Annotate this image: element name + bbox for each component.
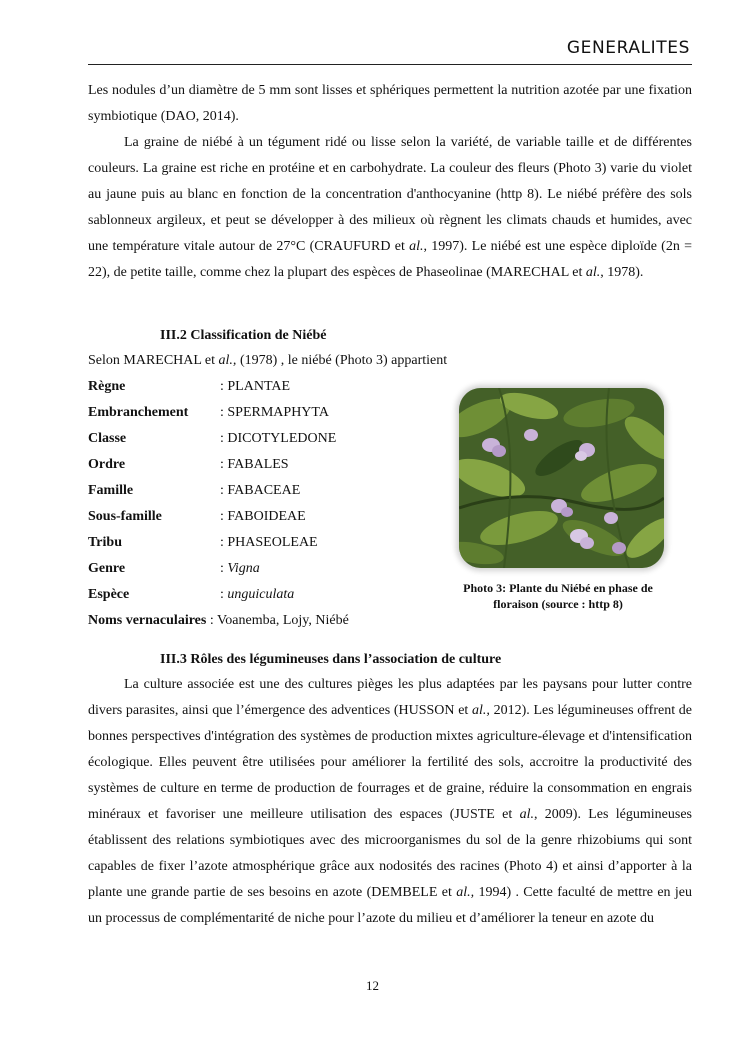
taxonomy-value: : FABALES <box>220 457 289 472</box>
intro-text-2c: , 1978). <box>600 265 644 280</box>
intro-paragraph-1 <box>88 78 692 130</box>
taxonomy-label: Sous-famille <box>88 509 162 524</box>
et-al-italic: al. <box>409 239 424 254</box>
taxonomy-inline <box>88 613 349 628</box>
et-al-italic: al. <box>519 807 534 822</box>
taxonomy-row-regne <box>88 376 428 398</box>
intro-text-1: Les nodules d’un diamètre de 5 mm sont lisses et sphériques permettent la nutrition azotée par une fixation symbiotique (DAO, 2014). <box>88 83 692 124</box>
intro-paragraph-2 <box>88 130 692 286</box>
taxonomy-row-espece <box>88 584 428 606</box>
taxonomy-value: : DICOTYLEDONE <box>220 431 337 446</box>
taxonomy-value: : FABACEAE <box>220 483 301 498</box>
classification-intro-b: (1978) , le niébé (Photo 3) appartient <box>236 353 448 368</box>
taxonomy-row-sous-famille <box>88 506 428 528</box>
taxonomy-label: Famille <box>88 483 134 498</box>
photo-caption: Photo 3: Plante du Niébé en phase de floraison (source : http 8) <box>463 581 653 611</box>
roles-text-a: La culture associée est une des cultures pièges les plus adaptées par les paysans pour lutter contre divers parasites, ainsi que l’émergence des adventices (HUSSON et <box>88 677 692 718</box>
classification-intro <box>88 351 447 371</box>
page-header <box>88 38 692 65</box>
et-al-italic: al., <box>218 353 237 368</box>
section-heading-classification: III.2 Classification de Niébé <box>160 328 327 343</box>
taxonomy-row-classe <box>88 428 428 450</box>
taxonomy-label: Espèce <box>88 587 130 602</box>
taxonomy-row-famille <box>88 480 428 502</box>
roles-paragraph <box>88 672 692 932</box>
taxonomy-value-italic: unguiculata <box>227 587 295 602</box>
classification-intro-a: Selon MARECHAL et <box>88 353 219 368</box>
taxonomy-label: Tribu <box>88 535 122 550</box>
taxonomy-value: : PHASEOLEAE <box>220 535 318 550</box>
section-heading-roles: III.3 Rôles des légumineuses dans l’association de culture <box>160 652 502 667</box>
et-al-italic: al., <box>456 885 475 900</box>
taxonomy-row-noms-vernaculaires <box>88 610 428 632</box>
taxonomy-value: : Voanemba, Lojy, Niébé <box>206 613 349 628</box>
taxonomy-value <box>220 584 294 606</box>
taxonomy-label: Genre <box>88 561 126 576</box>
taxonomy-value: : FABOIDEAE <box>220 509 306 524</box>
taxonomy-value-italic: Vigna <box>227 561 260 576</box>
taxonomy-label: Embranchement <box>88 405 189 420</box>
taxonomy-row-ordre <box>88 454 428 476</box>
cowpea-plant-illustration <box>459 388 664 568</box>
taxonomy-row-embranchement <box>88 402 428 424</box>
cowpea-flowering-photo <box>459 388 664 568</box>
taxonomy-row-genre <box>88 558 428 580</box>
taxonomy-label: Règne <box>88 379 126 394</box>
et-al-italic: al., <box>472 703 490 718</box>
intro-text-2b: , 1997). Le niébé est une espèce diploïde (2n = 22), de petite taille, comme chez la plupart des espèces de Phaseolinae (MARECHAL et <box>88 239 692 280</box>
intro-text-2a: La graine de niébé à un tégument ridé ou lisse selon la variété, de variable taille et de différentes couleurs. La graine est riche en protéine et en carbohydrate. La couleur des fleurs (Photo 3) varie du violet au jaune puis au blanc en fonction de la concentration d'anthocyanine (http 8). Le niébé préfère des sols sablonneux argileux, et peut se développer à des milieux où règnent les climats chauds et humides, avec une température vitale autour de 27°C (CRAUFURD et <box>88 135 692 254</box>
roles-text-d: 1994) . Cette faculté de mettre en jeu un processus de complémentarité de niche pour l’azote du milieu et d’améliorer la teneur en azote du <box>88 885 692 926</box>
taxonomy-row-tribu <box>88 532 428 554</box>
taxonomy-value-prefix: : <box>220 561 228 576</box>
taxonomy-label: Noms vernaculaires <box>88 613 207 628</box>
roles-text-c: , 2009). Les légumineuses établissent des relations symbiotiques avec des microorganismes du sol de la genre rhizobiums qui sont capables de fixer l’azote atmosphérique grâce aux nodosités des racines (Photo 4) et ainsi d’apporter à la plante une grande partie de ses besoins en azote (DEMBELE et <box>88 807 692 900</box>
et-al-italic: al. <box>585 265 601 280</box>
taxonomy-value-prefix: : <box>220 587 228 602</box>
taxonomy-value: : PLANTAE <box>220 379 291 394</box>
taxonomy-value <box>220 558 260 580</box>
taxonomy-label: Ordre <box>88 457 126 472</box>
roles-text-b: 2012). Les légumineuses offrent de bonnes perspectives d'intégration des systèmes de production mixtes agriculture-élevage et d'intensification écologique. Elles peuvent être utilisées pour améliorer la fertilité des sols, accroitre la productivité des systèmes de culture en terme de production de fourrages et de graine, réduire la consommation en engrais minéraux et favoriser une meilleure utilisation des espaces (JUSTE et <box>88 703 692 822</box>
page-number: 12 <box>366 978 379 993</box>
header-title: GENERALITES <box>566 38 690 58</box>
taxonomy-value: : SPERMAPHYTA <box>220 405 329 420</box>
taxonomy-label: Classe <box>88 431 127 446</box>
